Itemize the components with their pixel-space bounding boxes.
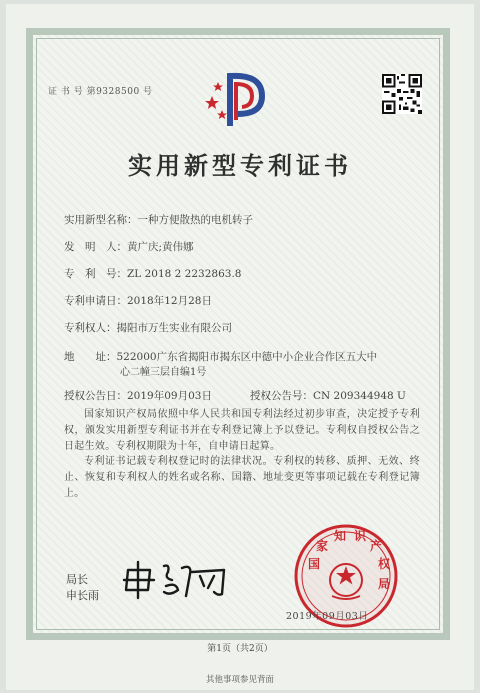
filing-date-label: 专利申请日： — [64, 295, 127, 307]
cnipa-logo-icon — [200, 70, 272, 132]
address-row — [64, 349, 377, 364]
svg-text:权: 权 — [378, 557, 391, 571]
svg-text:产: 产 — [370, 539, 383, 553]
utility-model-name-value: 一种方便散热的电机转子 — [137, 214, 253, 226]
director-title: 局长 — [66, 573, 88, 586]
grant-date-value: 2019年09月03日 — [127, 390, 212, 402]
inventor-value: 黄广庆;黄伟娜 — [127, 241, 194, 253]
inventor-row — [64, 239, 194, 254]
grant-number-value: CN 209344948 U — [313, 390, 406, 402]
patentee-row — [64, 320, 232, 335]
qr-code-icon — [382, 74, 422, 114]
filing-date-row — [64, 293, 212, 308]
patent-number-label: 专 利 号： — [64, 268, 127, 280]
utility-model-name-row — [64, 212, 253, 227]
body-paragraph-1: 国家知识产权局依照中华人民共和国专利法经过初步审查，决定授予专利权，颁发实用新型专利证书并在专利登记簿上予以登记。专利权自授权公告之日起生效。专利权期限为十年，自申请日起算。 — [64, 409, 420, 452]
footer-note: 其他事项参见背面 — [205, 675, 274, 685]
patent-number-row — [64, 266, 241, 281]
address-line1: 522000广东省揭阳市揭东区中德中小企业合作区五大中 — [116, 351, 378, 363]
filing-date-value: 2018年12月28日 — [127, 295, 212, 307]
body-paragraph-2: 专利证书记载专利权登记时的法律状况。专利权的转移、质押、无效、终止、恢复和专利权人的姓名或名称、国籍、地址变更等事项记载在专利登记簿上。 — [64, 456, 420, 499]
seal-date: 2019年09月03日 — [286, 611, 369, 622]
grant-date-label: 授权公告日： — [64, 390, 127, 402]
certificate-number: 证 书 号 第9328500 号 — [48, 87, 153, 97]
patent-number-value: ZL 2018 2 2232863.8 — [127, 268, 242, 280]
svg-text:知: 知 — [334, 529, 347, 543]
grant-row — [64, 388, 212, 403]
handwritten-signature — [120, 560, 230, 600]
address-line2: 心二幢三层自编1号 — [120, 367, 207, 378]
svg-text:局: 局 — [378, 577, 391, 591]
grant-number-label: 授权公告号： — [250, 390, 313, 402]
svg-text:识: 识 — [354, 529, 367, 543]
patentee-value: 揭阳市万生实业有限公司 — [116, 322, 232, 334]
svg-text:国: 国 — [308, 557, 321, 571]
utility-model-name-label: 实用新型名称： — [64, 214, 138, 226]
address-label: 地 址： — [64, 351, 117, 363]
page-number: 第1页（共2页） — [207, 644, 273, 654]
patentee-label: 专利权人： — [64, 322, 117, 334]
inventor-label: 发 明 人： — [64, 241, 127, 253]
director-name: 申长雨 — [66, 589, 99, 602]
certificate-title: 实用新型专利证书 — [128, 151, 352, 180]
grant-number-row — [250, 388, 406, 403]
svg-text:家: 家 — [316, 539, 329, 553]
